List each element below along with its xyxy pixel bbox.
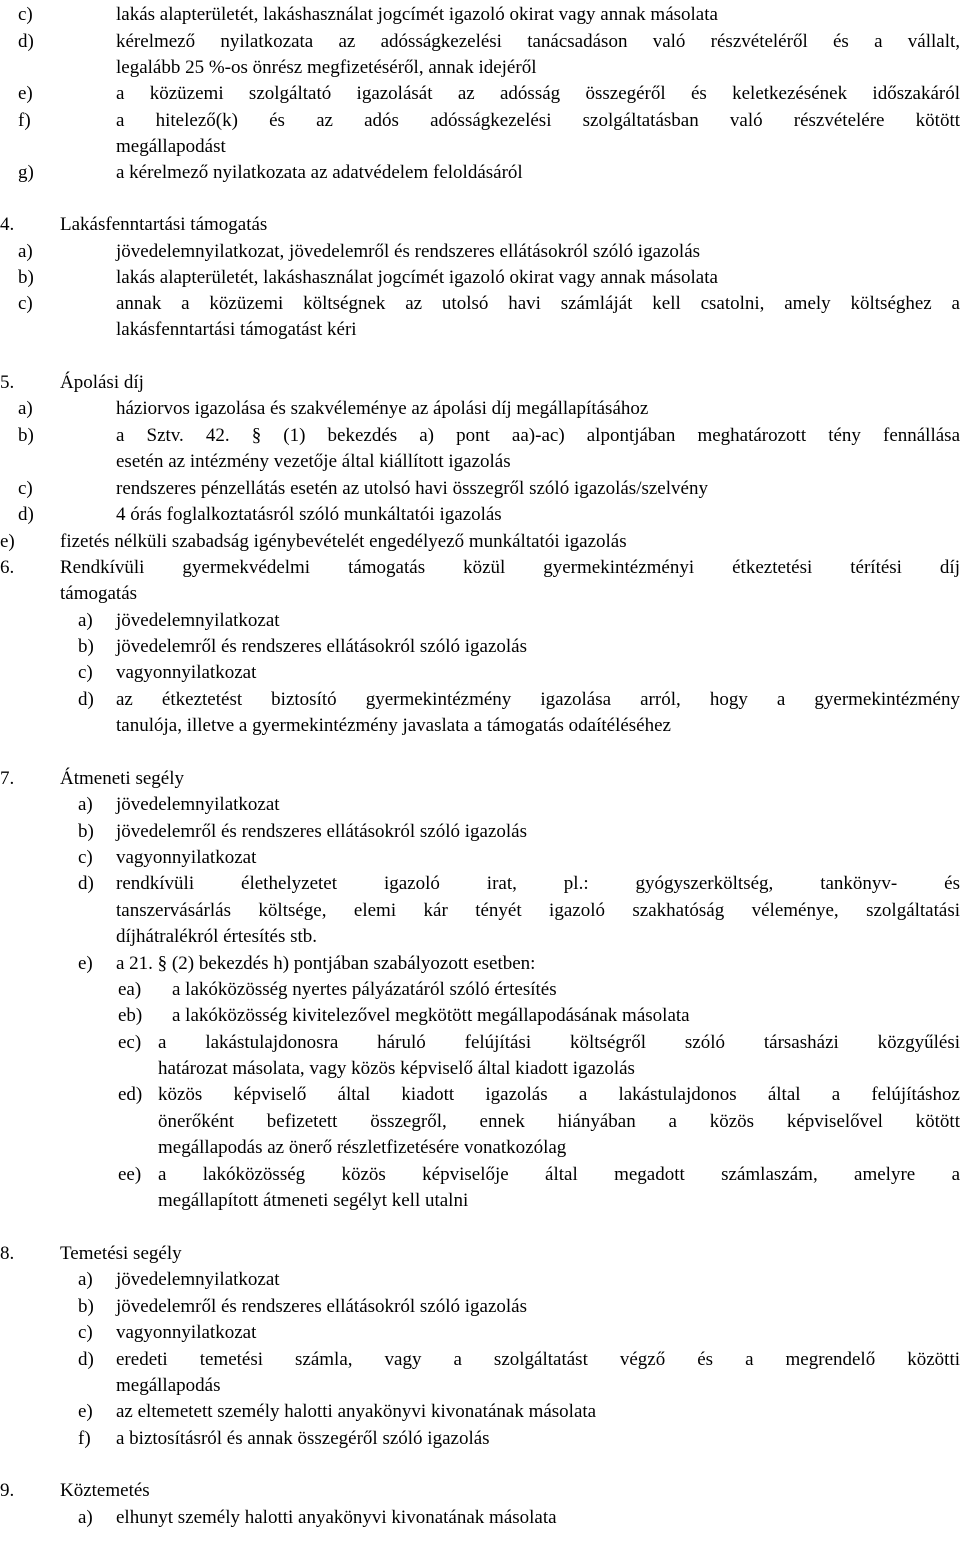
list-marker: ee) <box>118 1164 142 1185</box>
line-text: Temetési segély <box>60 1243 182 1264</box>
line-text: jövedelemnyilatkozat <box>116 610 280 631</box>
list-marker: f) <box>18 110 31 131</box>
list-marker: 4. <box>0 214 15 235</box>
list-marker: b) <box>78 636 94 657</box>
line-text: esetén az intézmény vezetője által kiállított igazolás <box>116 451 511 472</box>
list-marker: a) <box>18 241 33 262</box>
line-text: jövedelemnyilatkozat <box>116 1269 280 1290</box>
line-text: jövedelemnyilatkozat <box>116 794 280 815</box>
list-marker: d) <box>78 689 94 710</box>
line-text: tanszervásárlás költsége, elemi kár tényét igazoló szakhatóság véleménye, szolgáltatási <box>116 900 960 921</box>
line-text: legalább 25 %-os önrész megfizetéséről, annak idejéről <box>116 57 537 78</box>
list-marker: ea) <box>118 979 142 1000</box>
line-text: jövedelemről és rendszeres ellátásokról szóló igazolás <box>116 636 527 657</box>
list-marker: c) <box>18 478 33 499</box>
list-marker: e) <box>0 531 15 552</box>
line-text: a lakóközösség nyertes pályázatáról szóló értesítés <box>172 979 557 1000</box>
line-text: a lakóközösség kivitelezővel megkötött megállapodásának másolata <box>172 1005 690 1026</box>
line-text: a közüzemi szolgáltató igazolását az adósság összegéről és keletkezésének időszakáról <box>116 83 960 104</box>
line-text: jövedelemnyilatkozat, jövedelemről és rendszeres ellátásokról szóló igazolás <box>116 241 701 262</box>
line-text: az eltemetett személy halotti anyakönyvi kivonatának másolata <box>116 1401 597 1422</box>
line-text: a kérelmező nyilatkozata az adatvédelem feloldásáról <box>116 162 523 183</box>
line-text: a Sztv. 42. § (1) bekezdés a) pont aa)-ac) alpontjában meghatározott tény fennállása <box>116 425 960 446</box>
line-text: eredeti temetési számla, vagy a szolgáltatást végző és a megrendelő közötti <box>116 1349 960 1370</box>
line-text: lakás alapterületét, lakáshasználat jogcímét igazoló okirat vagy annak másolata <box>116 267 718 288</box>
list-marker: 9. <box>0 1480 15 1501</box>
list-marker: e) <box>78 1401 93 1422</box>
list-marker: b) <box>78 1296 94 1317</box>
line-text: megállapodást <box>116 136 226 157</box>
list-marker: ed) <box>118 1084 143 1105</box>
list-marker: c) <box>78 847 93 868</box>
line-text: fizetés nélküli szabadság igénybevételét engedélyező munkáltatói igazolás <box>60 531 627 552</box>
line-text: tanulója, illetve a gyermekintézmény javaslata a támogatás odaítéléséhez <box>116 715 671 736</box>
list-marker: a) <box>78 1269 93 1290</box>
line-text: támogatás <box>60 583 138 604</box>
list-marker: a) <box>78 794 93 815</box>
list-marker: a) <box>78 1507 93 1528</box>
line-text: jövedelemről és rendszeres ellátásokról szóló igazolás <box>116 821 527 842</box>
line-text: vagyonnyilatkozat <box>116 847 257 868</box>
line-text: megállapodás <box>116 1375 221 1396</box>
line-text: közös képviselő által kiadott igazolás a lakástulajdonos által a felújításhoz <box>158 1084 960 1105</box>
list-marker: c) <box>18 4 33 25</box>
line-text: a biztosításról és annak összegéről szóló igazolás <box>116 1428 490 1449</box>
list-marker: b) <box>78 821 94 842</box>
list-marker: e) <box>78 953 93 974</box>
line-text: az étkeztetést biztosító gyermekintézmény igazolása arról, hogy a gyermekintézmény <box>116 689 960 710</box>
line-text: 4 órás foglalkoztatásról szóló munkáltatói igazolás <box>116 504 502 525</box>
line-text: megállapított átmeneti segélyt kell utalni <box>158 1190 469 1211</box>
list-marker: d) <box>18 31 34 52</box>
list-marker: eb) <box>118 1005 143 1026</box>
list-marker: 7. <box>0 768 15 789</box>
line-text: a 21. § (2) bekezdés h) pontjában szabályozott esetben: <box>116 953 536 974</box>
list-marker: d) <box>18 504 34 525</box>
line-text: Ápolási díj <box>60 372 144 393</box>
line-text: lakás alapterületét, lakáshasználat jogcímét igazoló okirat vagy annak másolata <box>116 4 718 25</box>
line-text: elhunyt személy halotti anyakönyvi kivonatának másolata <box>116 1507 557 1528</box>
line-text: kérelmező nyilatkozata az adósságkezelési tanácsadáson való részvételéről és a vállalt, <box>116 31 960 52</box>
line-text: megállapodás az önerő részletfizetésére vonatkozólag <box>158 1137 567 1158</box>
line-text: a hitelező(k) és az adós adósságkezelési szolgáltatásban való részvételére kötött <box>116 110 960 131</box>
list-marker: ec) <box>118 1032 142 1053</box>
line-text: vagyonnyilatkozat <box>116 1322 257 1343</box>
line-text: díjhátralékról értesítés stb. <box>116 926 318 947</box>
line-text: vagyonnyilatkozat <box>116 662 257 683</box>
line-text: jövedelemről és rendszeres ellátásokról szóló igazolás <box>116 1296 527 1317</box>
line-text: rendszeres pénzellátás esetén az utolsó havi összegről szóló igazolás/szelvény <box>116 478 708 499</box>
list-marker: f) <box>78 1428 91 1449</box>
list-marker: 6. <box>0 557 15 578</box>
line-text: lakásfenntartási támogatást kéri <box>116 319 357 340</box>
list-marker: g) <box>18 162 34 183</box>
list-marker: d) <box>78 1349 94 1370</box>
line-text: Lakásfenntartási támogatás <box>60 214 268 235</box>
line-text: Átmeneti segély <box>60 768 184 789</box>
list-marker: c) <box>78 662 93 683</box>
line-text: Rendkívüli gyermekvédelmi támogatás közül gyermekintézményi étkeztetési térítési díj <box>60 557 960 578</box>
list-marker: b) <box>18 425 34 446</box>
list-marker: a) <box>18 398 33 419</box>
line-text: rendkívüli élethelyzetet igazoló irat, pl.: gyógyszerköltség, tankönyv- és <box>116 873 960 894</box>
list-marker: d) <box>78 873 94 894</box>
list-marker: 8. <box>0 1243 15 1264</box>
line-text: önerőként befizetett összegről, ennek hiányában a közös képviselővel kötött <box>158 1111 960 1132</box>
list-marker: b) <box>18 267 34 288</box>
line-text: háziorvos igazolása és szakvéleménye az ápolási díj megállapításához <box>116 398 649 419</box>
line-text: határozat másolata, vagy közös képviselő által kiadott igazolás <box>158 1058 635 1079</box>
list-marker: a) <box>78 610 93 631</box>
list-marker: e) <box>18 83 33 104</box>
line-text: a lakástulajdonosra háruló felújítási költségről szóló társasházi közgyűlési <box>158 1032 960 1053</box>
list-marker: c) <box>18 293 33 314</box>
line-text: a lakóközösség közös képviselője által megadott számlaszám, amelyre a <box>158 1164 960 1185</box>
line-text: Köztemetés <box>60 1480 150 1501</box>
list-marker: 5. <box>0 372 15 393</box>
line-text: annak a közüzemi költségnek az utolsó havi számláját kell csatolni, amely költséghez a <box>116 293 960 314</box>
list-marker: c) <box>78 1322 93 1343</box>
